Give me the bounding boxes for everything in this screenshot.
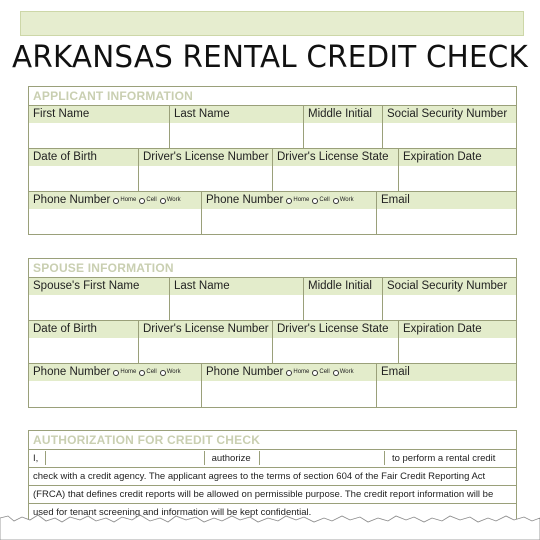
email-field[interactable] [377,364,516,407]
ssn-field[interactable] [383,106,516,148]
name-row [29,106,516,149]
field-label: Last Name [174,280,230,292]
field-label: Date of Birth [33,323,97,335]
phone-field-2[interactable] [202,192,377,234]
field-label: Email [381,366,410,378]
field-label: Middle Initial [308,280,372,292]
torn-edge [0,512,540,540]
work-radio[interactable]: Work [160,364,181,381]
field-label: Social Security Number [387,108,508,120]
contact-row [29,192,516,234]
home-radio[interactable]: Home [113,364,136,381]
authorization-line-3: (FRCA) that defines credit reports will be allowed on permissible purpose. The credit report information will be [29,486,516,504]
email-field[interactable] [377,192,516,234]
middle-initial-field[interactable] [304,278,383,320]
field-label: Expiration Date [403,151,482,163]
license-state-field[interactable] [273,149,399,191]
work-radio[interactable]: Work [333,192,354,209]
work-radio[interactable]: Work [160,192,181,209]
dob-field[interactable] [29,149,139,191]
spouse-section [28,258,517,408]
auth-authorize: authorize [211,453,251,464]
field-label: Date of Birth [33,151,97,163]
section-heading: APPLICANT INFORMATION [29,87,516,106]
header-band [20,11,524,36]
license-number-field[interactable] [139,149,273,191]
middle-initial-field[interactable] [304,106,383,148]
field-label: Expiration Date [403,323,482,335]
field-label: Phone Number [206,366,284,378]
section-heading: SPOUSE INFORMATION [29,259,516,278]
ssn-field[interactable] [383,278,516,320]
last-name-field[interactable] [170,106,304,148]
contact-row [29,364,516,407]
field-label: First Name [33,108,90,120]
applicant-section [28,86,517,235]
license-row [29,321,516,364]
cell-radio[interactable]: Cell [139,364,156,381]
first-name-field[interactable] [29,106,170,148]
authorization-line-4: used for tenant screening and information will be kept confidential. [33,507,312,518]
cell-radio[interactable]: Cell [312,192,329,209]
field-label: Middle Initial [308,108,372,120]
agency-blank[interactable] [259,451,385,465]
home-radio[interactable]: Home [113,192,136,209]
field-label: Email [381,194,410,206]
auth-line1-end: to perform a rental credit [391,453,496,464]
last-name-field[interactable] [170,278,304,320]
field-label: Last Name [174,108,230,120]
field-label: Driver's License State [277,323,389,335]
phone-field-2[interactable] [202,364,377,407]
expiration-date-field[interactable] [399,149,516,191]
field-label: Driver's License Number [143,151,269,163]
expiration-date-field[interactable] [399,321,516,363]
cell-radio[interactable]: Cell [312,364,329,381]
document-title: ARKANSAS RENTAL CREDIT CHECK [12,40,528,75]
license-row [29,149,516,192]
field-label: Social Security Number [387,280,508,292]
dob-field[interactable] [29,321,139,363]
authorization-line-1 [29,450,516,468]
license-state-field[interactable] [273,321,399,363]
home-radio[interactable]: Home [286,192,309,209]
auth-prefix: I, [33,453,39,464]
name-blank[interactable] [45,451,205,465]
section-heading: AUTHORIZATION FOR CREDIT CHECK [29,431,516,450]
home-radio[interactable]: Home [286,364,309,381]
field-label: Driver's License State [277,151,389,163]
license-number-field[interactable] [139,321,273,363]
work-radio[interactable]: Work [333,364,354,381]
phone-field-1[interactable] [29,364,202,407]
field-label: Phone Number [33,194,111,206]
field-label: Phone Number [206,194,284,206]
spouse-first-name-field[interactable] [29,278,170,320]
phone-field-1[interactable] [29,192,202,234]
authorization-line-2: check with a credit agency. The applicant agrees to the terms of section 604 of the Fair Credit Reporting Act [29,468,516,486]
name-row [29,278,516,321]
field-label: Driver's License Number [143,323,269,335]
field-label: Phone Number [33,366,111,378]
field-label: Spouse's First Name [33,280,140,292]
cell-radio[interactable]: Cell [139,192,156,209]
